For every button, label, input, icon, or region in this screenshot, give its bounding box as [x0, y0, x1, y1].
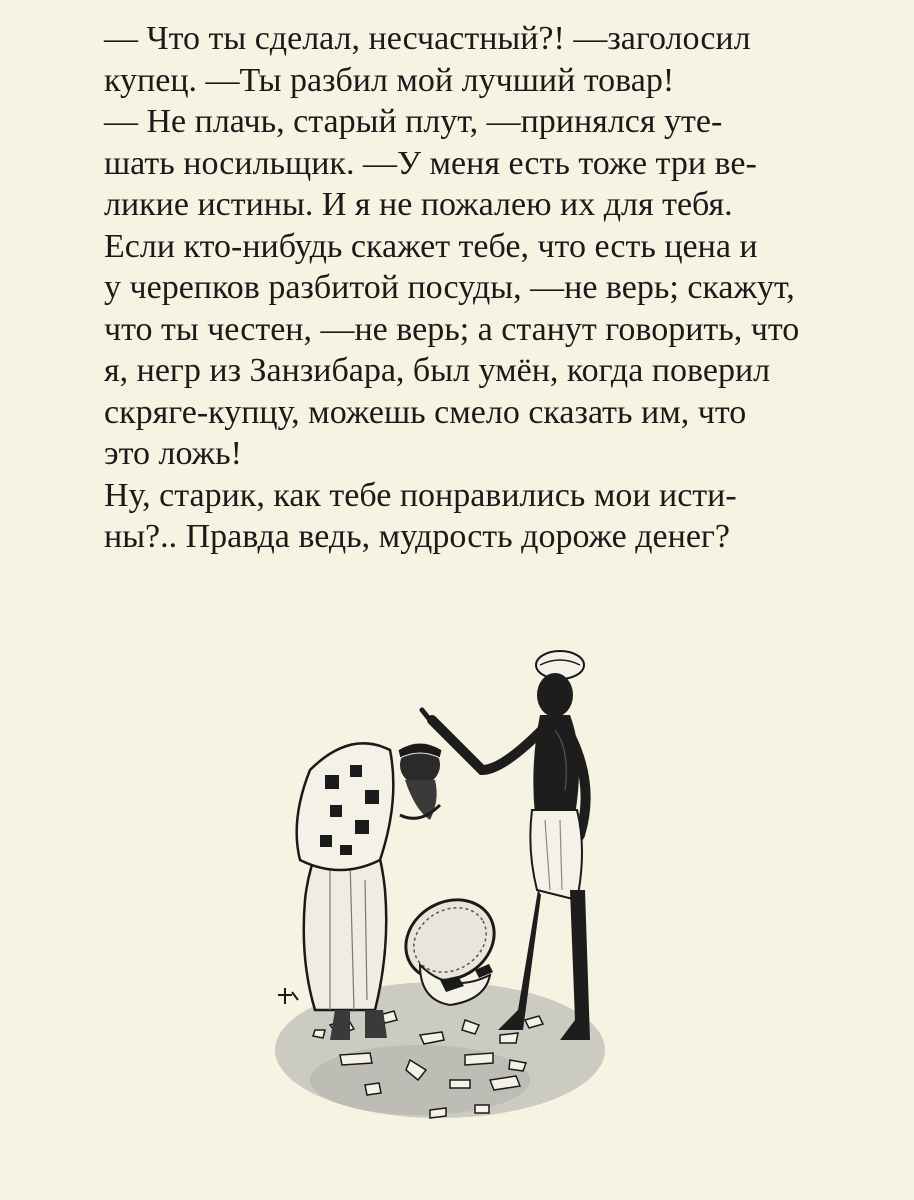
text-line: Если кто-нибудь скажет тебе, что есть цена и: [104, 227, 758, 265]
text-line: я, негр из Занзибара, был умён, когда поверил: [104, 352, 771, 389]
text-line: ликие истины. И я не пожалею их для тебя.: [104, 186, 733, 223]
page-text: [46, 18, 852, 558]
text-line: что ты честен, —не верь; а станут говорить, что: [104, 310, 800, 348]
illustration-porter-and-merchant: [270, 640, 650, 1130]
text-line: купец. —Ты разбил мой лучший товар!: [104, 61, 675, 99]
artist-signature-mark: [278, 988, 298, 1004]
text-line: Ну, старик, как тебе понравились мои исти-: [104, 476, 737, 514]
paragraph-porter-reply: [46, 101, 852, 475]
paragraph-merchant-cry: [46, 18, 852, 101]
text-line: шать носильщик. —У меня есть тоже три ве-: [104, 144, 757, 182]
text-line: это ложь!: [104, 435, 242, 472]
text-line: — Не плачь, старый плут, —принялся уте-: [104, 103, 723, 140]
text-line: ны?.. Правда ведь, мудрость дороже денег?: [104, 518, 730, 555]
text-line: — Что ты сделал, несчастный?! —заголосил: [104, 20, 751, 57]
text-line: у черепков разбитой посуды, —не верь; скажут,: [104, 269, 795, 306]
paragraph-question: [46, 475, 852, 558]
text-line: скряге-купцу, можешь смело сказать им, что: [104, 393, 747, 431]
